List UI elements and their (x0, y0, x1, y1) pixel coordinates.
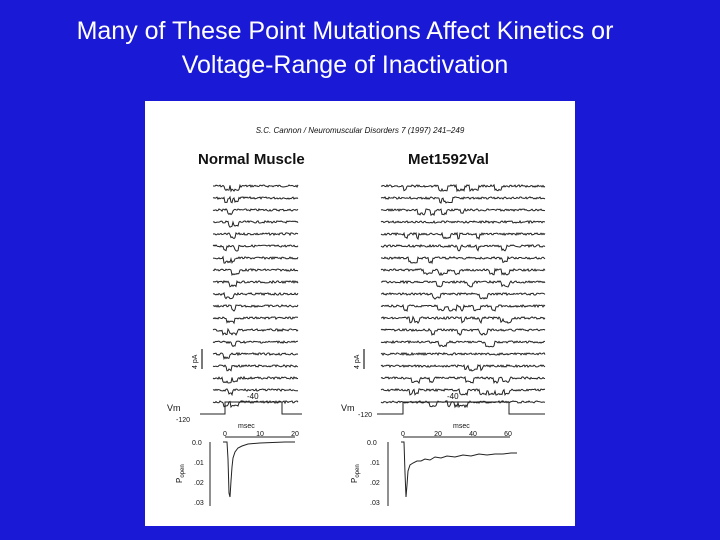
current-sweep (381, 233, 545, 239)
right-popen-tick-2: .02 (370, 480, 380, 487)
current-sweep (381, 293, 545, 299)
current-sweep (381, 269, 545, 275)
left-popen-tick-1: .01 (194, 460, 204, 467)
left-popen-curve (223, 442, 295, 497)
current-sweep (213, 293, 298, 299)
current-sweep (213, 209, 298, 215)
right-time-tick-1: 20 (434, 431, 442, 438)
right-popen-label: $P_{open}$ (350, 464, 361, 483)
right-time-tick-0: 0 (401, 431, 405, 438)
current-sweep (213, 365, 298, 371)
current-sweep (213, 377, 298, 383)
current-sweep (213, 353, 298, 359)
right-vm-label: Vm (341, 403, 355, 413)
left-vm-label: Vm (167, 403, 181, 413)
right-time-tick-3: 60 (504, 431, 512, 438)
left-popen-tick-3: .03 (194, 500, 204, 507)
current-sweep (381, 209, 545, 215)
current-sweep (213, 269, 298, 275)
right-voltage-step (377, 402, 545, 414)
left-popen-tick-0: 0.0 (192, 440, 202, 447)
left-voltage-step (200, 402, 302, 414)
left-time-tick-0: 0 (223, 431, 227, 438)
current-sweep (213, 329, 298, 335)
current-sweep (381, 281, 545, 287)
current-sweep (213, 305, 298, 311)
current-sweep (381, 317, 545, 323)
figure-svg (145, 101, 575, 526)
right-time-tick-2: 40 (469, 431, 477, 438)
current-sweep (213, 317, 298, 323)
slide-title (0, 14, 690, 82)
mutant-traces (381, 185, 545, 407)
slide-title-line-1: Many of These Point Mutations Affect Kinetics or (76, 17, 614, 45)
current-sweep (381, 341, 545, 347)
left-vm-step: -40 (247, 392, 259, 401)
slide-title-line-2: Voltage-Range of Inactivation (181, 51, 509, 79)
right-vm-hold: -120 (358, 412, 373, 419)
left-scale-label: 4 pA (192, 354, 199, 369)
normal-muscle-title: Normal Muscle (198, 151, 305, 168)
right-popen-tick-1: .01 (370, 460, 380, 467)
current-sweep (381, 389, 545, 395)
current-sweep (213, 341, 298, 346)
current-sweep (381, 305, 545, 311)
right-popen-tick-0: 0.0 (367, 440, 377, 447)
right-vm-step: -40 (447, 392, 459, 401)
left-popen-label: $P_{open}$ (175, 464, 186, 483)
current-sweep (213, 233, 298, 239)
current-sweep (381, 365, 545, 371)
right-time-label: msec (453, 423, 470, 430)
current-sweep (381, 185, 545, 191)
current-sweep (381, 377, 545, 383)
current-sweep (213, 221, 298, 227)
current-sweep (213, 197, 298, 203)
current-sweep (213, 185, 298, 191)
current-sweep (381, 257, 545, 263)
right-popen-curve (401, 442, 517, 497)
left-time-label: msec (238, 423, 255, 430)
current-sweep (381, 329, 545, 335)
right-scale-label: 4 pA (354, 354, 361, 369)
normal-muscle-traces (213, 185, 298, 407)
current-sweep (213, 257, 298, 263)
figure-panel (145, 101, 575, 526)
current-sweep (213, 281, 298, 287)
current-sweep (381, 197, 545, 203)
mutant-title: Met1592Val (408, 151, 489, 168)
right-popen-tick-3: .03 (370, 500, 380, 507)
left-vm-hold: -120 (176, 417, 191, 424)
left-time-tick-1: 10 (256, 431, 264, 438)
citation: S.C. Cannon / Neuromuscular Disorders 7 (1997) 241–249 (255, 126, 465, 135)
current-sweep (381, 245, 545, 251)
current-sweep (213, 245, 298, 251)
current-sweep (381, 221, 545, 223)
left-time-tick-2: 20 (291, 431, 299, 438)
current-sweep (381, 353, 545, 355)
left-popen-tick-2: .02 (194, 480, 204, 487)
